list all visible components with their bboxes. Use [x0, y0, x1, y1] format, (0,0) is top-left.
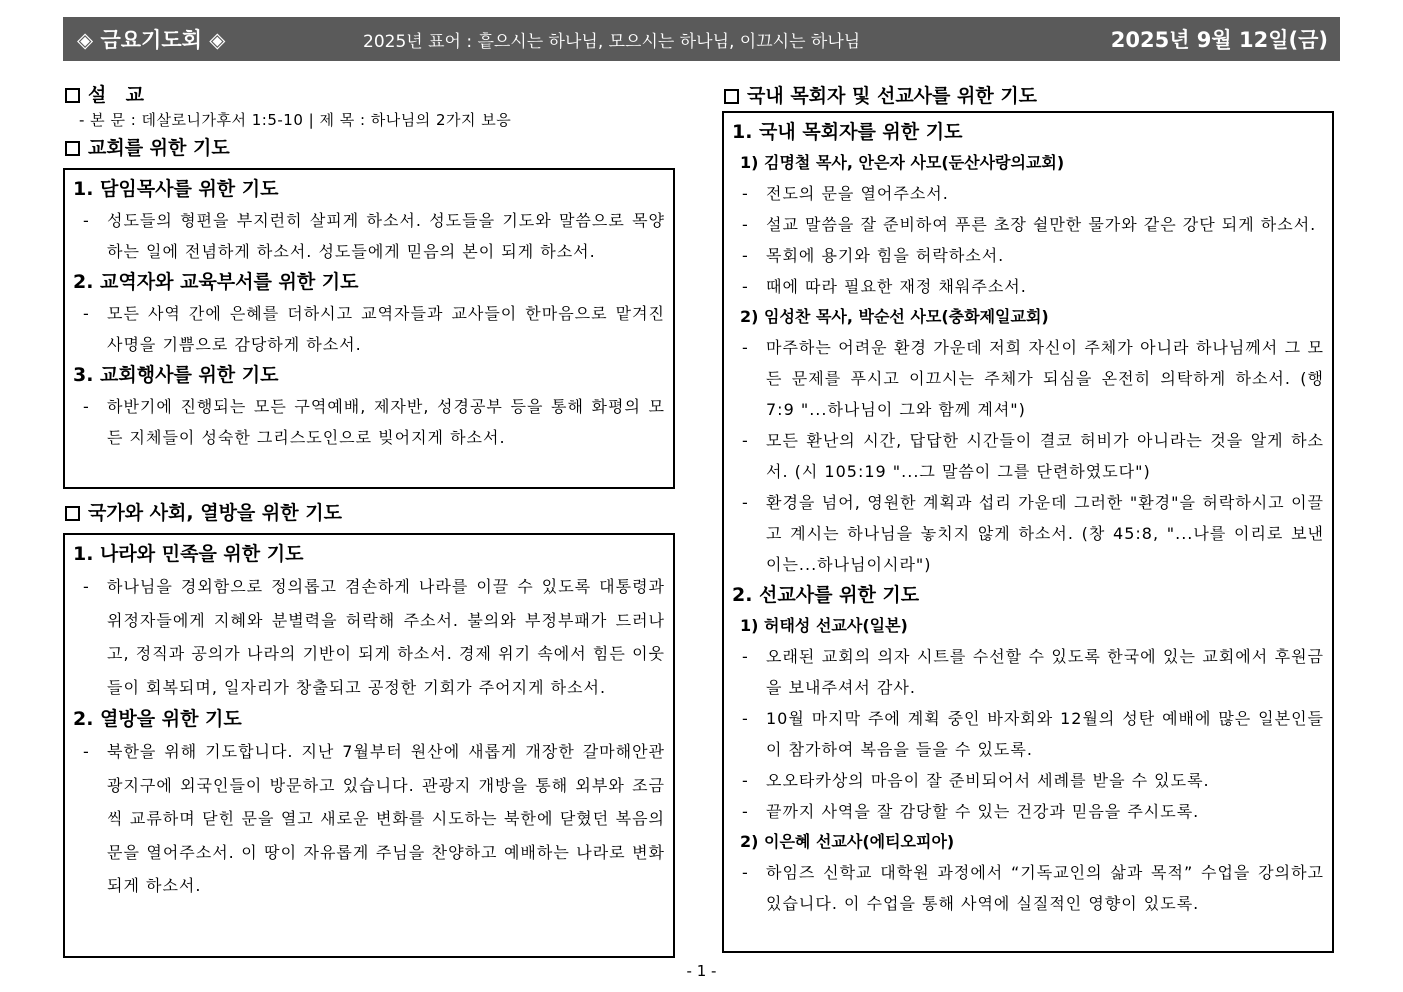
pastors-prayer-panel — [722, 111, 1334, 953]
pastor-name: 2) 임성찬 목사, 박순선 사모(충화제일교회) — [740, 307, 1049, 326]
church-title: 교회를 위한 기도 — [88, 137, 230, 159]
nation-title: 국가와 사회, 열방을 위한 기도 — [88, 502, 342, 524]
prayer-item: - 때에 따라 필요한 재정 채워주소서. — [742, 277, 1027, 296]
prayer-item: - 모든 사역 간에 은혜를 더하시고 교역자들과 교사들이 한마음으로 맡겨진 사명을 기쁨으로 감당하게 하소서. — [83, 304, 665, 354]
pastors-section-title — [722, 82, 1334, 110]
pastor-name: 1) 김명철 목사, 안은자 사모(둔산사랑의교회) — [740, 153, 1065, 172]
header-bar — [63, 17, 1340, 61]
prayer-heading: 1. 나라와 민족을 위한 기도 — [73, 543, 304, 565]
prayer-heading: 2. 열방을 위한 기도 — [73, 708, 242, 730]
prayer-item: - 마주하는 어려운 환경 가운데 저희 자신이 주체가 아니라 하나님께서 그 모든 문제를 푸시고 이끄시는 주체가 되심을 온전히 의탁하게 하소서. (행 7:9 "...하나님이 그와 함께 계셔") — [742, 338, 1324, 419]
nation-prayer-panel — [63, 533, 675, 958]
prayer-item: - 북한을 위해 기도합니다. 지난 7월부터 원산에 새롭게 개장한 갈마해안관광지구에 외국인들이 방문하고 있습니다. 관광지 개방을 통해 외부와 조금씩 교류하며 닫힌 문을 열고 새로운 변화를 시도하는 북한에 닫혔던 복음의 문을 열어주소서. 이 땅이 자유롭게 주님을 찬양하고 예배하는 나라로 변화되게 하소서. — [83, 742, 665, 895]
checkbox-icon — [65, 141, 80, 156]
prayer-item: - 성도들의 형편을 부지런히 살피게 하소서. 성도들을 기도와 말씀으로 목양하는 일에 전념하게 하소서. 성도들에게 믿음의 본이 되게 하소서. — [83, 211, 665, 261]
prayer-item: - 환경을 넘어, 영원한 계획과 섭리 가운데 그러한 "환경"을 허락하시고 이끌고 계시는 하나님을 놓치지 않게 하소서. (창 45:8, "...나를 이리로 보낸 이는...하나님이시라") — [742, 493, 1324, 574]
prayer-heading: 2. 선교사를 위한 기도 — [732, 584, 920, 606]
header-date: 2025년 9월 12일(금) — [1110, 28, 1328, 52]
church-section-title — [63, 134, 675, 162]
prayer-item: - 끝까지 사역을 잘 감당할 수 있는 건강과 믿음을 주시도록. — [742, 802, 1200, 821]
prayer-item: - 설교 말씀을 잘 준비하여 푸른 초장 쉴만한 물가와 같은 강단 되게 하소서. — [742, 215, 1317, 234]
missionary-name: 2) 이은혜 선교사(에티오피아) — [740, 832, 955, 851]
prayer-item: - 오오타카상의 마음이 잘 준비되어서 세례를 받을 수 있도록. — [742, 771, 1210, 790]
prayer-item: - 목회에 용기와 힘을 허락하소서. — [742, 246, 1005, 265]
prayer-item: - 모든 환난의 시간, 답답한 시간들이 결코 허비가 아니라는 것을 알게 하소서. (시 105:19 "...그 말씀이 그를 단련하였도다") — [742, 431, 1324, 481]
checkbox-icon — [724, 89, 739, 104]
nation-section-title — [63, 499, 675, 527]
missionary-name: 1) 허태성 선교사(일본) — [740, 616, 908, 635]
prayer-heading: 1. 담임목사를 위한 기도 — [73, 178, 279, 200]
sermon-title: 설 교 — [88, 84, 146, 106]
checkbox-icon — [65, 88, 80, 103]
right-column — [722, 82, 1334, 953]
sermon-line: - 본 문 : 데살로니가후서 1:5-10 | 제 목 : 하나님의 2가지 보응 — [79, 111, 512, 129]
page-number: - 1 - — [686, 962, 717, 980]
prayer-heading: 1. 국내 목회자를 위한 기도 — [732, 121, 963, 143]
prayer-item: - 10월 마지막 주에 계획 중인 바자회와 12월의 성탄 예배에 많은 일본인들이 참가하여 복음을 들을 수 있도록. — [742, 709, 1324, 759]
prayer-item: - 하임즈 신학교 대학원 과정에서 “기독교인의 삶과 목적” 수업을 강의하고 있습니다. 이 수업을 통해 사역에 실질적인 영향이 있도록. — [742, 863, 1324, 913]
left-column — [63, 81, 675, 958]
prayer-item: - 전도의 문을 열어주소서. — [742, 184, 949, 203]
prayer-item: - 하나님을 경외함으로 정의롭고 겸손하게 나라를 이끌 수 있도록 대통령과 위정자들에게 지혜와 분별력을 허락해 주소서. 불의와 부정부패가 드러나고, 정직과 공의가 나라의 기반이 되게 하소서. 경제 위기 속에서 힘든 이웃들이 회복되며, 일자리가 창출되고 공정한 기회가 주어지게 하소서. — [83, 577, 665, 697]
church-prayer-panel — [63, 168, 675, 489]
prayer-item: - 오래된 교회의 의자 시트를 수선할 수 있도록 한국에 있는 교회에서 후원금을 보내주셔서 감사. — [742, 647, 1324, 697]
checkbox-icon — [65, 506, 80, 521]
sermon-section-title — [63, 81, 675, 109]
header-title: ◈ 금요기도회 ◈ — [77, 28, 226, 52]
pastors-title: 국내 목회자 및 선교사를 위한 기도 — [747, 85, 1038, 107]
header-motto: 2025년 표어 : 흩으시는 하나님, 모으시는 하나님, 이끄시는 하나님 — [363, 31, 861, 52]
prayer-item: - 하반기에 진행되는 모든 구역예배, 제자반, 성경공부 등을 통해 화평의 모든 지체들이 성숙한 그리스도인으로 빚어지게 하소서. — [83, 397, 665, 447]
prayer-heading: 3. 교회행사를 위한 기도 — [73, 364, 279, 386]
prayer-heading: 2. 교역자와 교육부서를 위한 기도 — [73, 271, 359, 293]
